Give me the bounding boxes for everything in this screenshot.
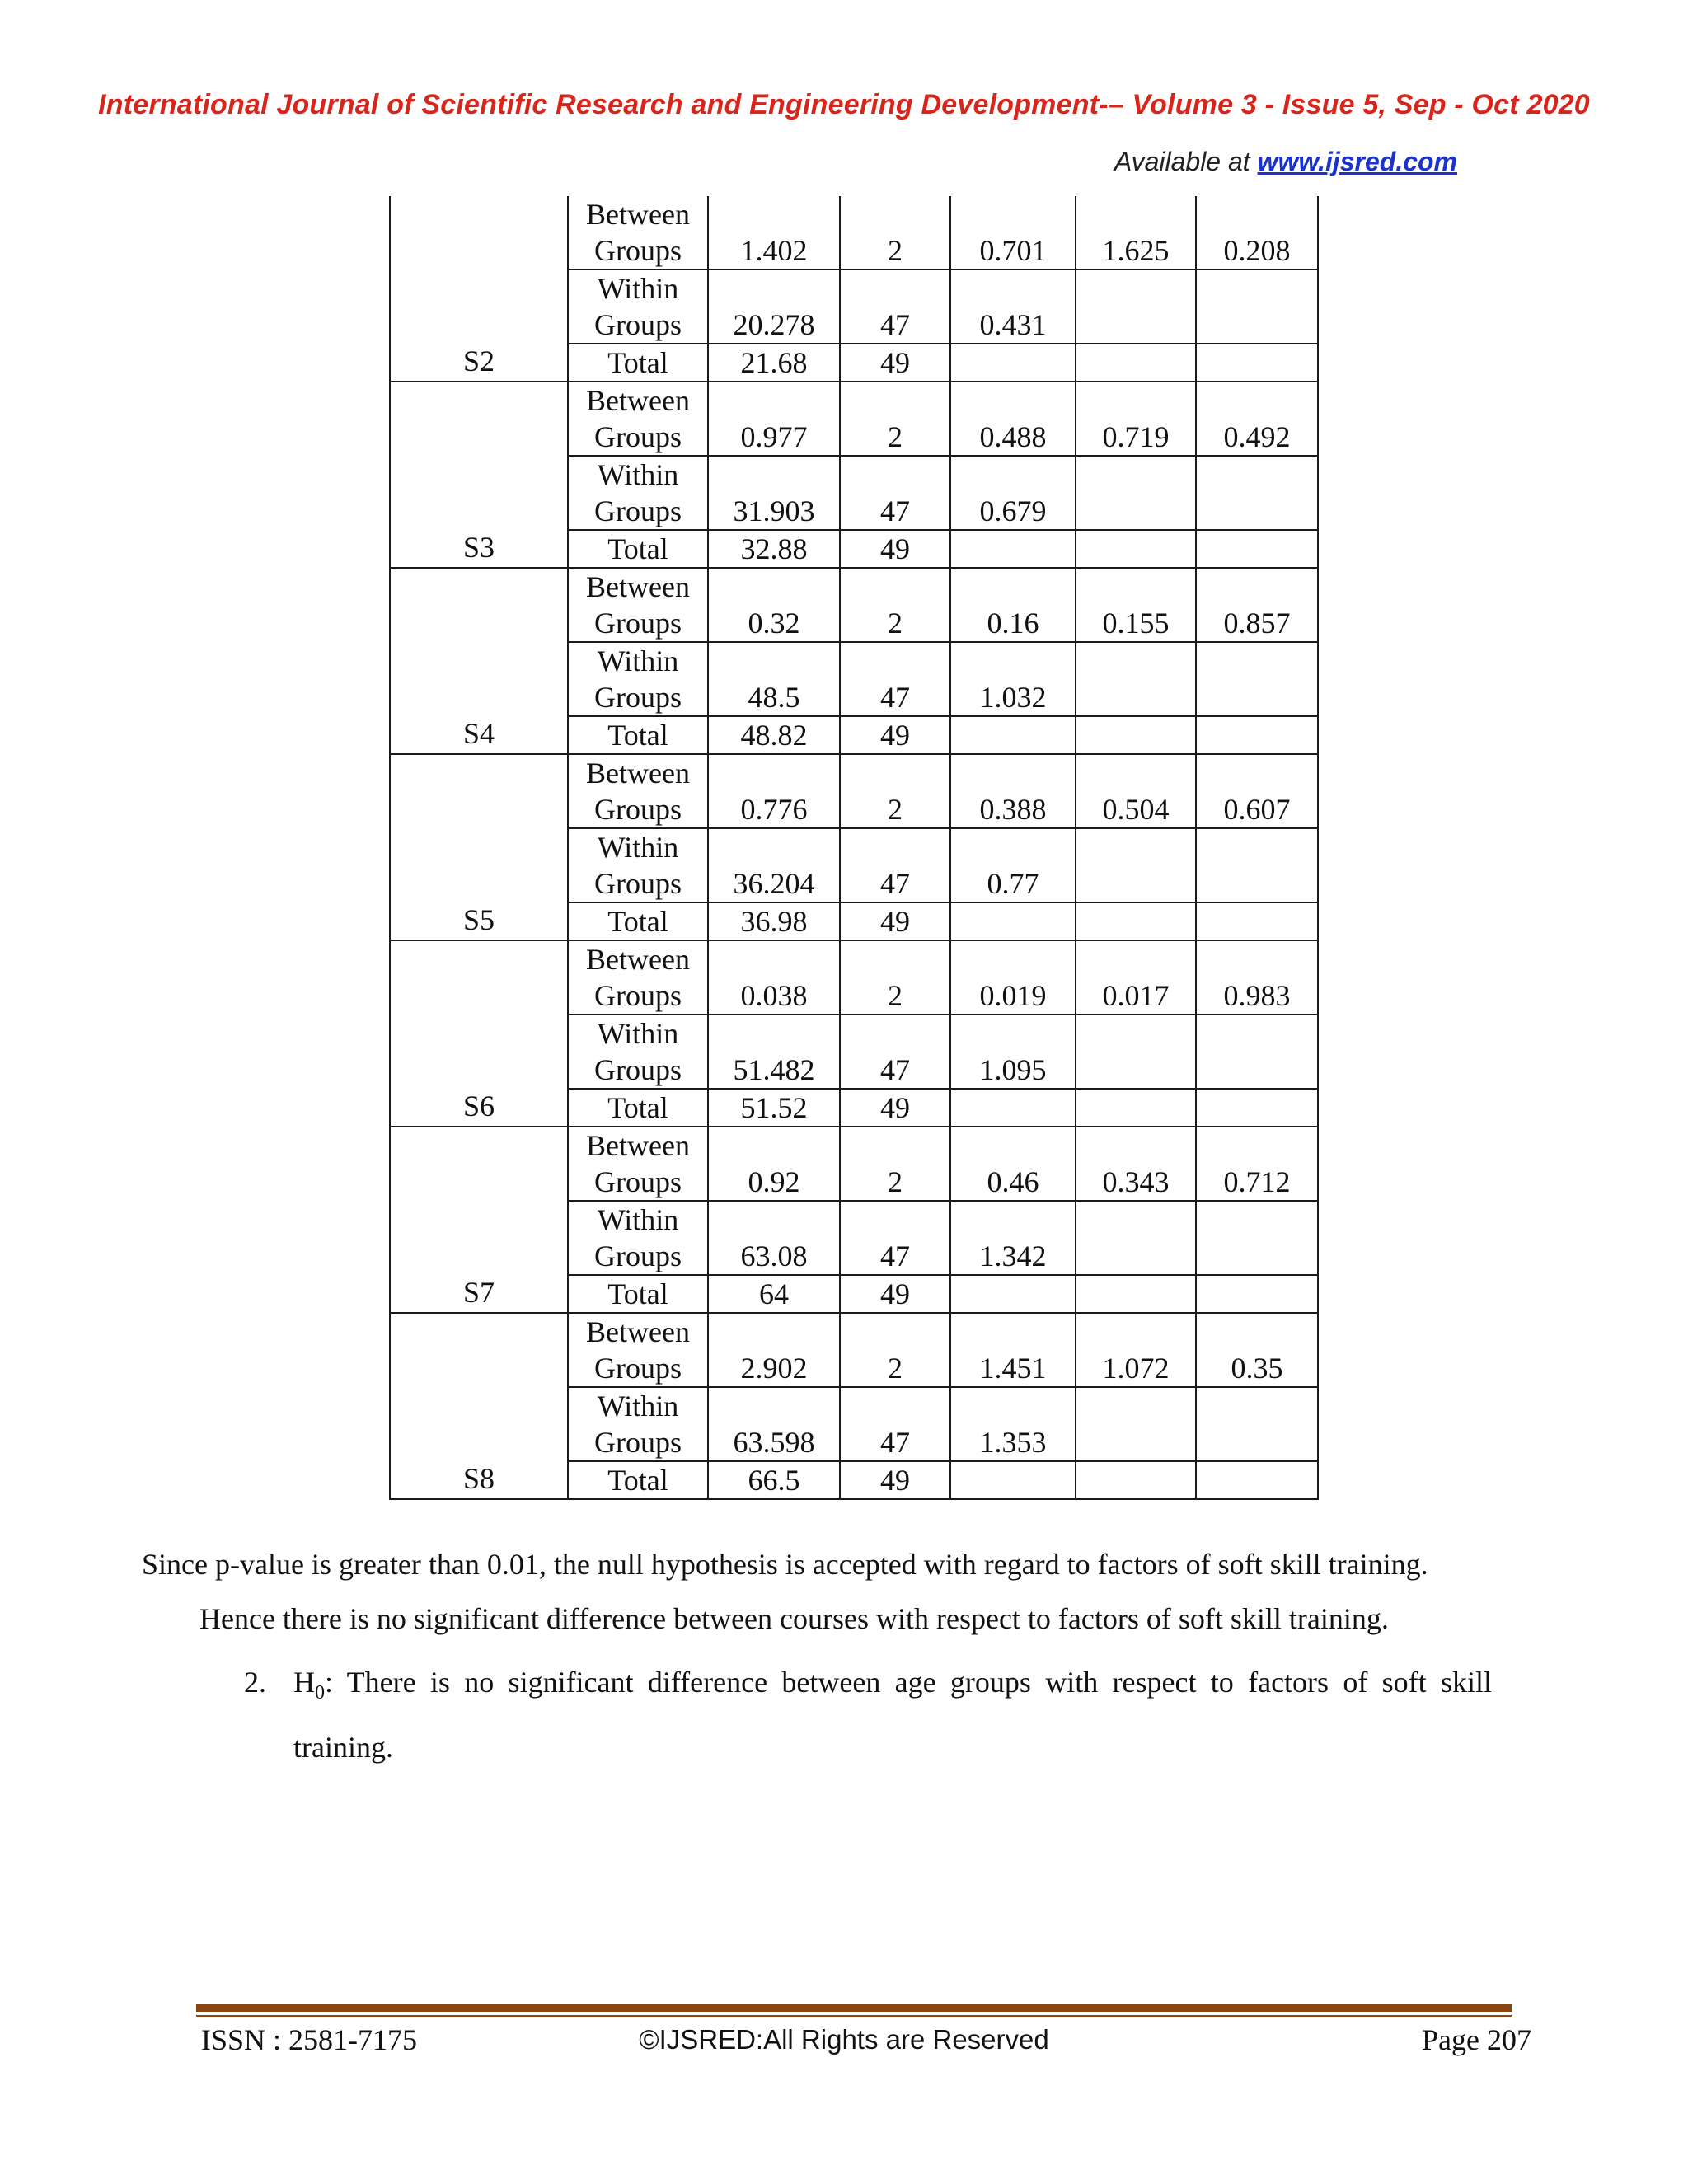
- f-value-cell: [1076, 828, 1196, 902]
- mean-square-cell: [950, 1089, 1076, 1127]
- mean-square-cell: [950, 344, 1076, 382]
- sig-cell: 0.208: [1196, 196, 1318, 269]
- result-paragraph: Hence there is no significant difference between courses with respect to factors of soft skill training.: [199, 1602, 1389, 1635]
- journal-header: International Journal of Scientific Research and Engineering Development-– Volume 3 - Issue 5, Sep - Oct 2020: [98, 89, 1590, 120]
- f-value-cell: [1076, 530, 1196, 568]
- sum-of-squares-cell: 20.278: [708, 269, 840, 344]
- sum-of-squares-cell: 63.598: [708, 1387, 840, 1461]
- mean-square-cell: [950, 902, 1076, 940]
- mean-square-cell: 0.019: [950, 940, 1076, 1015]
- df-cell: 49: [840, 1461, 950, 1499]
- df-cell: 2: [840, 382, 950, 456]
- available-prefix: Available at: [1114, 147, 1250, 176]
- sig-cell: [1196, 828, 1318, 902]
- footer-issn: ISSN : 2581-7175: [201, 2023, 418, 2056]
- factor-cell: S4: [390, 568, 568, 754]
- source-label-cell: Between Groups: [568, 940, 708, 1015]
- df-cell: 47: [840, 456, 950, 530]
- f-value-cell: [1076, 269, 1196, 344]
- availability-line: [1114, 147, 1457, 177]
- f-value-cell: [1076, 1015, 1196, 1089]
- hypothesis-symbol: H: [293, 1666, 315, 1699]
- f-value-cell: [1076, 456, 1196, 530]
- sum-of-squares-cell: 0.32: [708, 568, 840, 642]
- sum-of-squares-cell: 1.402: [708, 196, 840, 269]
- sig-cell: [1196, 1461, 1318, 1499]
- sum-of-squares-cell: 0.038: [708, 940, 840, 1015]
- sig-cell: 0.983: [1196, 940, 1318, 1015]
- f-value-cell: 0.504: [1076, 754, 1196, 828]
- sig-cell: [1196, 1201, 1318, 1275]
- source-label-cell: Between Groups: [568, 568, 708, 642]
- source-label-cell: Total: [568, 1089, 708, 1127]
- df-cell: 2: [840, 1127, 950, 1201]
- table-row: [390, 196, 1318, 269]
- source-label-cell: Total: [568, 902, 708, 940]
- factor-cell: S7: [390, 1127, 568, 1313]
- footer-copyright: ©IJSRED:All Rights are Reserved: [639, 2024, 1049, 2055]
- hypothesis-text: [293, 1655, 1492, 1774]
- sig-cell: [1196, 716, 1318, 754]
- sum-of-squares-cell: 0.977: [708, 382, 840, 456]
- source-label-cell: Between Groups: [568, 196, 708, 269]
- f-value-cell: [1076, 1461, 1196, 1499]
- list-number: 2.: [244, 1666, 266, 1699]
- sig-cell: [1196, 456, 1318, 530]
- table-row: [390, 1313, 1318, 1387]
- df-cell: 47: [840, 1015, 950, 1089]
- df-cell: 47: [840, 642, 950, 716]
- mean-square-cell: 1.095: [950, 1015, 1076, 1089]
- sig-cell: [1196, 902, 1318, 940]
- sum-of-squares-cell: 51.482: [708, 1015, 840, 1089]
- source-label-cell: Within Groups: [568, 1387, 708, 1461]
- source-label-cell: Within Groups: [568, 456, 708, 530]
- sig-cell: [1196, 1275, 1318, 1313]
- df-cell: 49: [840, 344, 950, 382]
- source-label-cell: Total: [568, 716, 708, 754]
- source-label-cell: Between Groups: [568, 382, 708, 456]
- source-label-cell: Between Groups: [568, 1313, 708, 1387]
- sum-of-squares-cell: 32.88: [708, 530, 840, 568]
- footer-rule-thin: [196, 2015, 1512, 2017]
- mean-square-cell: 0.431: [950, 269, 1076, 344]
- df-cell: 49: [840, 1089, 950, 1127]
- f-value-cell: 0.719: [1076, 382, 1196, 456]
- sum-of-squares-cell: 0.776: [708, 754, 840, 828]
- df-cell: 2: [840, 196, 950, 269]
- sig-cell: 0.35: [1196, 1313, 1318, 1387]
- source-label-cell: Between Groups: [568, 754, 708, 828]
- factor-cell: S3: [390, 382, 568, 568]
- sum-of-squares-cell: 36.204: [708, 828, 840, 902]
- sum-of-squares-cell: 63.08: [708, 1201, 840, 1275]
- sum-of-squares-cell: 21.68: [708, 344, 840, 382]
- mean-square-cell: 0.16: [950, 568, 1076, 642]
- table-row: [390, 754, 1318, 828]
- sig-cell: [1196, 269, 1318, 344]
- hypothesis-list-item: [244, 1655, 1492, 1774]
- sig-cell: [1196, 1387, 1318, 1461]
- table-row: [390, 940, 1318, 1015]
- f-value-cell: [1076, 344, 1196, 382]
- f-value-cell: 0.155: [1076, 568, 1196, 642]
- f-value-cell: [1076, 1201, 1196, 1275]
- df-cell: 49: [840, 716, 950, 754]
- mean-square-cell: [950, 1461, 1076, 1499]
- factor-cell: S5: [390, 754, 568, 940]
- f-value-cell: 1.072: [1076, 1313, 1196, 1387]
- sig-cell: 0.492: [1196, 382, 1318, 456]
- sig-cell: 0.857: [1196, 568, 1318, 642]
- df-cell: 47: [840, 269, 950, 344]
- source-label-cell: Within Groups: [568, 828, 708, 902]
- mean-square-cell: 1.451: [950, 1313, 1076, 1387]
- anova-table-body: [390, 196, 1318, 1499]
- sig-cell: 0.607: [1196, 754, 1318, 828]
- conclusion-paragraph: Since p-value is greater than 0.01, the null hypothesis is accepted with regard to factors of soft skill training.: [142, 1548, 1428, 1581]
- f-value-cell: [1076, 1387, 1196, 1461]
- df-cell: 2: [840, 1313, 950, 1387]
- f-value-cell: [1076, 1089, 1196, 1127]
- sum-of-squares-cell: 2.902: [708, 1313, 840, 1387]
- sum-of-squares-cell: 66.5: [708, 1461, 840, 1499]
- source-label-cell: Within Groups: [568, 642, 708, 716]
- hypothesis-statement: : There is no significant difference between age groups with respect to factors of soft skill training.: [293, 1666, 1492, 1765]
- df-cell: 47: [840, 1201, 950, 1275]
- source-label-cell: Total: [568, 1461, 708, 1499]
- mean-square-cell: 0.388: [950, 754, 1076, 828]
- footer-rule-thick: [196, 2004, 1512, 2012]
- df-cell: 47: [840, 828, 950, 902]
- mean-square-cell: 1.032: [950, 642, 1076, 716]
- f-value-cell: [1076, 642, 1196, 716]
- mean-square-cell: 0.701: [950, 196, 1076, 269]
- mean-square-cell: 1.353: [950, 1387, 1076, 1461]
- source-label-cell: Total: [568, 1275, 708, 1313]
- sum-of-squares-cell: 48.82: [708, 716, 840, 754]
- sum-of-squares-cell: 0.92: [708, 1127, 840, 1201]
- sig-cell: [1196, 530, 1318, 568]
- df-cell: 2: [840, 568, 950, 642]
- table-row: [390, 568, 1318, 642]
- f-value-cell: [1076, 1275, 1196, 1313]
- df-cell: 49: [840, 1275, 950, 1313]
- source-label-cell: Total: [568, 344, 708, 382]
- mean-square-cell: 0.679: [950, 456, 1076, 530]
- anova-table: [389, 196, 1319, 1500]
- df-cell: 47: [840, 1387, 950, 1461]
- mean-square-cell: 0.488: [950, 382, 1076, 456]
- mean-square-cell: [950, 1275, 1076, 1313]
- table-row: [390, 382, 1318, 456]
- source-label-cell: Total: [568, 530, 708, 568]
- sum-of-squares-cell: 48.5: [708, 642, 840, 716]
- source-label-cell: Within Groups: [568, 1201, 708, 1275]
- table-row: [390, 1127, 1318, 1201]
- mean-square-cell: 0.46: [950, 1127, 1076, 1201]
- df-cell: 2: [840, 754, 950, 828]
- f-value-cell: 0.017: [1076, 940, 1196, 1015]
- sig-cell: [1196, 642, 1318, 716]
- sig-cell: [1196, 344, 1318, 382]
- mean-square-cell: 0.77: [950, 828, 1076, 902]
- sum-of-squares-cell: 51.52: [708, 1089, 840, 1127]
- source-label-cell: Within Groups: [568, 1015, 708, 1089]
- f-value-cell: 0.343: [1076, 1127, 1196, 1201]
- mean-square-cell: 1.342: [950, 1201, 1076, 1275]
- mean-square-cell: [950, 530, 1076, 568]
- f-value-cell: [1076, 716, 1196, 754]
- website-link[interactable]: www.ijsred.com: [1257, 147, 1457, 176]
- df-cell: 49: [840, 530, 950, 568]
- factor-cell: S8: [390, 1313, 568, 1499]
- mean-square-cell: [950, 716, 1076, 754]
- sum-of-squares-cell: 64: [708, 1275, 840, 1313]
- df-cell: 2: [840, 940, 950, 1015]
- factor-cell: S2: [390, 196, 568, 382]
- sig-cell: [1196, 1015, 1318, 1089]
- sum-of-squares-cell: 31.903: [708, 456, 840, 530]
- footer-page-number: Page 207: [1422, 2023, 1531, 2056]
- hypothesis-subscript: 0: [315, 1682, 325, 1704]
- sum-of-squares-cell: 36.98: [708, 902, 840, 940]
- f-value-cell: [1076, 902, 1196, 940]
- factor-cell: S6: [390, 940, 568, 1127]
- df-cell: 49: [840, 902, 950, 940]
- f-value-cell: 1.625: [1076, 196, 1196, 269]
- sig-cell: [1196, 1089, 1318, 1127]
- source-label-cell: Between Groups: [568, 1127, 708, 1201]
- source-label-cell: Within Groups: [568, 269, 708, 344]
- sig-cell: 0.712: [1196, 1127, 1318, 1201]
